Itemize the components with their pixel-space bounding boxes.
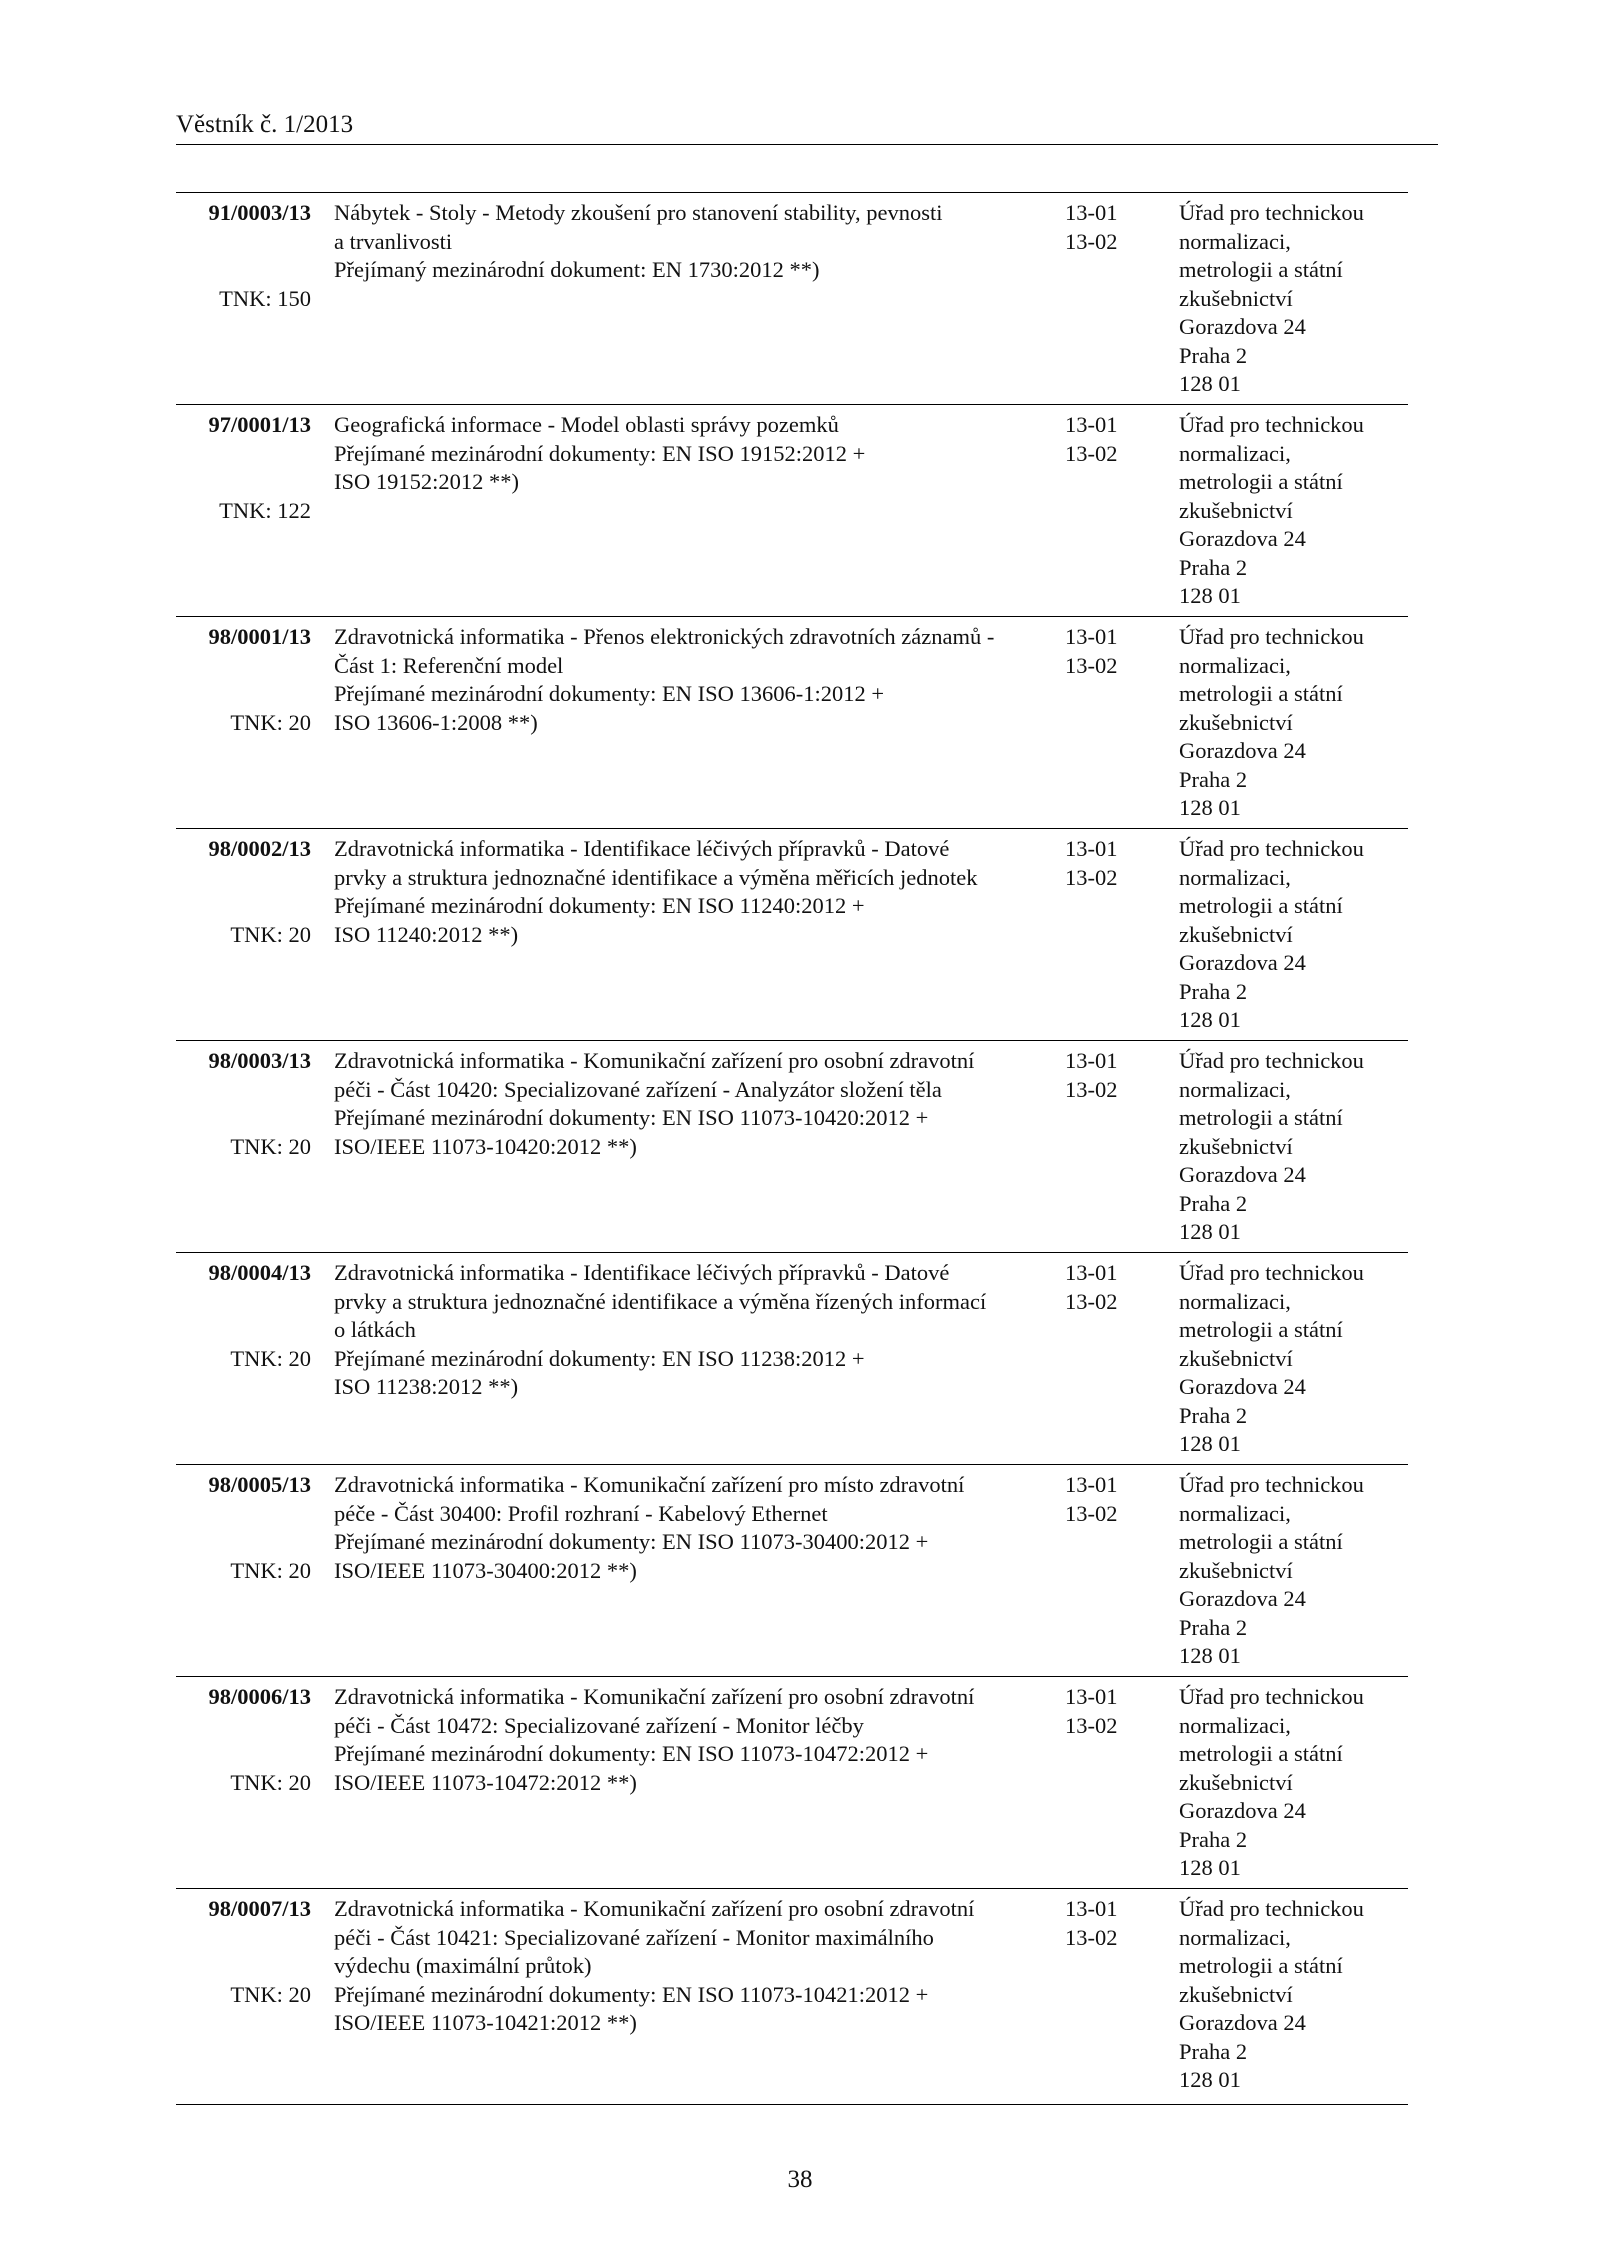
code-value: 13-02 [1065,228,1118,254]
table-row [176,1677,1408,1889]
standard-number: 98/0004/13 [208,1260,311,1285]
address-line: Praha 2 [1179,1614,1248,1640]
standard-id-cell [176,199,311,313]
description-line: Geografická informace - Model oblasti správy pozemků [334,412,839,437]
address-line: zkušebnictví [1179,1345,1293,1371]
standard-id-cell [176,1683,311,1797]
address-line: 128 01 [1179,1219,1241,1244]
page-number: 38 [787,2166,813,2193]
code-value: 13-01 [1065,624,1118,649]
address-line: Praha 2 [1179,554,1248,580]
address-line: Praha 2 [1179,1190,1248,1216]
description-line: péči - Část 10420: Specializované zařízení - Analyzátor složení těla [334,1076,942,1102]
address-line: metrologii a státní [1179,1741,1343,1766]
address-line: 128 01 [1179,583,1241,608]
tnk-label: TNK: 20 [230,709,311,735]
standard-number: 98/0001/13 [208,624,311,649]
standards-table [176,192,1408,2105]
standard-description [334,835,978,949]
address-line: metrologii a státní [1179,893,1343,918]
address-line: zkušebnictví [1179,709,1293,735]
description-line: prvky a struktura jednoznačné identifikace a výměna měřicích jednotek [334,864,978,890]
standard-number: 98/0006/13 [208,1684,311,1709]
code-value: 13-02 [1065,1076,1118,1102]
address-line: normalizaci, [1179,1288,1291,1314]
description-line: Přejímané mezinárodní dokumenty: EN ISO 11238:2012 + [334,1345,865,1371]
tnk-label: TNK: 20 [230,1769,311,1795]
address-line: Praha 2 [1179,1402,1248,1428]
standard-codes [1065,199,1145,256]
standard-id-cell [176,1047,311,1161]
description-line: Přejímaný mezinárodní dokument: EN 1730:2012 **) [334,257,820,282]
address-line: zkušebnictví [1179,285,1293,311]
description-line: Přejímané mezinárodní dokumenty: EN ISO 11240:2012 + [334,893,865,918]
tnk-label: TNK: 150 [219,285,311,311]
description-line: péči - Část 10472: Specializované zařízení - Monitor léčby [334,1712,864,1738]
address-line: Úřad pro technickou [1179,1684,1364,1709]
description-line: Zdravotnická informatika - Komunikační zařízení pro osobní zdravotní [334,1896,975,1921]
address-line: Gorazdova 24 [1179,738,1306,763]
address-line: normalizaci, [1179,1712,1291,1738]
tnk-label: TNK: 20 [230,1557,311,1583]
address-line: Úřad pro technickou [1179,1472,1364,1497]
description-line: Zdravotnická informatika - Identifikace léčivých přípravků - Datové [334,836,950,861]
institution-address [1179,1683,1408,1883]
table-row [176,829,1408,1041]
address-line: Gorazdova 24 [1179,950,1306,975]
address-line: Praha 2 [1179,342,1248,368]
description-line: Nábytek - Stoly - Metody zkoušení pro stanovení stability, pevnosti [334,200,943,225]
address-line: Úřad pro technickou [1179,412,1364,437]
description-line: Přejímané mezinárodní dokumenty: EN ISO 11073-10472:2012 + [334,1741,929,1766]
address-line: 128 01 [1179,1855,1241,1880]
description-line: ISO/IEEE 11073-10472:2012 **) [334,1769,637,1795]
table-row [176,1465,1408,1677]
description-line: Zdravotnická informatika - Komunikační zařízení pro osobní zdravotní [334,1684,975,1709]
address-line: metrologii a státní [1179,469,1343,494]
tnk-label: TNK: 20 [230,1981,311,2007]
address-line: zkušebnictví [1179,1769,1293,1795]
standard-id-cell [176,411,311,525]
standard-description [334,199,943,285]
table-row [176,193,1408,405]
address-line: Gorazdova 24 [1179,1162,1306,1187]
address-line: Gorazdova 24 [1179,314,1306,339]
tnk-label: TNK: 20 [230,921,311,947]
code-value: 13-02 [1065,440,1118,466]
address-line: normalizaci, [1179,1924,1291,1950]
description-line: Přejímané mezinárodní dokumenty: EN ISO 11073-10421:2012 + [334,1981,929,2007]
address-line: Gorazdova 24 [1179,526,1306,551]
address-line: zkušebnictví [1179,1557,1293,1583]
address-line: Úřad pro technickou [1179,200,1364,225]
standard-id-cell [176,1895,311,2009]
standard-codes [1065,1259,1145,1316]
description-line: ISO 13606-1:2008 **) [334,709,538,735]
standard-codes [1065,623,1145,680]
description-line: Zdravotnická informatika - Identifikace léčivých přípravků - Datové [334,1260,950,1285]
address-line: Úřad pro technickou [1179,1896,1364,1921]
address-line: Gorazdova 24 [1179,1798,1306,1823]
address-line: 128 01 [1179,1643,1241,1668]
standard-codes [1065,1471,1145,1528]
standard-id-cell [176,835,311,949]
description-line: ISO/IEEE 11073-10420:2012 **) [334,1133,637,1159]
address-line: Gorazdova 24 [1179,1586,1306,1611]
description-line: péče - Část 30400: Profil rozhraní - Kabelový Ethernet [334,1500,828,1526]
address-line: metrologii a státní [1179,1317,1343,1342]
address-line: normalizaci, [1179,1500,1291,1526]
description-line: ISO 11238:2012 **) [334,1374,519,1399]
address-line: metrologii a státní [1179,257,1343,282]
description-line: ISO 19152:2012 **) [334,469,519,494]
standard-codes [1065,1683,1145,1740]
standard-number: 98/0003/13 [208,1048,311,1073]
address-line: zkušebnictví [1179,1981,1293,2007]
address-line: normalizaci, [1179,652,1291,678]
description-line: ISO/IEEE 11073-30400:2012 **) [334,1557,637,1583]
description-line: Zdravotnická informatika - Přenos elektronických zdravotních záznamů - [334,624,995,649]
description-line: výdechu (maximální průtok) [334,1953,592,1978]
address-line: zkušebnictví [1179,1133,1293,1159]
standard-description [334,1259,987,1402]
description-line: péči - Část 10421: Specializované zařízení - Monitor maximálního [334,1924,934,1950]
address-line: Praha 2 [1179,978,1248,1004]
standard-number: 98/0005/13 [208,1472,311,1497]
description-line: ISO/IEEE 11073-10421:2012 **) [334,2010,637,2035]
standard-description [334,1683,975,1797]
address-line: 128 01 [1179,1431,1241,1456]
table-row [176,405,1408,617]
address-line: metrologii a státní [1179,1105,1343,1130]
address-line: Praha 2 [1179,1826,1248,1852]
page-header [176,110,1438,145]
standard-description [334,1471,965,1585]
code-value: 13-01 [1065,200,1118,225]
description-line: ISO 11240:2012 **) [334,921,519,947]
table-row [176,1253,1408,1465]
standard-codes [1065,1895,1145,1952]
address-line: Gorazdova 24 [1179,2010,1306,2035]
code-value: 13-01 [1065,1048,1118,1073]
table-row [176,1889,1408,2105]
code-value: 13-02 [1065,864,1118,890]
address-line: 128 01 [1179,2067,1241,2092]
standard-id-cell [176,623,311,737]
institution-address [1179,1895,1408,2095]
description-line: Přejímané mezinárodní dokumenty: EN ISO 13606-1:2012 + [334,681,885,706]
institution-address [1179,623,1408,823]
institution-address [1179,1471,1408,1671]
description-line: Přejímané mezinárodní dokumenty: EN ISO 19152:2012 + [334,440,866,466]
description-line: o látkách [334,1317,416,1342]
address-line: normalizaci, [1179,864,1291,890]
address-line: Praha 2 [1179,766,1248,792]
standard-description [334,1047,975,1161]
description-line: a trvanlivosti [334,228,453,254]
code-value: 13-01 [1065,1260,1118,1285]
code-value: 13-02 [1065,1288,1118,1314]
address-line: Úřad pro technickou [1179,1260,1364,1285]
standard-id-cell [176,1471,311,1585]
address-line: normalizaci, [1179,1076,1291,1102]
address-line: Úřad pro technickou [1179,1048,1364,1073]
description-line: Zdravotnická informatika - Komunikační zařízení pro místo zdravotní [334,1472,965,1497]
address-line: Praha 2 [1179,2038,1248,2064]
standard-description [334,623,995,737]
description-line: Přejímané mezinárodní dokumenty: EN ISO 11073-10420:2012 + [334,1105,929,1130]
standard-description [334,1895,975,2038]
address-line: 128 01 [1179,1007,1241,1032]
code-value: 13-01 [1065,1684,1118,1709]
standard-number: 98/0002/13 [208,836,311,861]
tnk-label: TNK: 20 [230,1345,311,1371]
address-line: metrologii a státní [1179,681,1343,706]
address-line: Úřad pro technickou [1179,836,1364,861]
address-line: zkušebnictví [1179,921,1293,947]
table-row [176,617,1408,829]
standard-number: 91/0003/13 [208,200,311,225]
institution-address [1179,1047,1408,1247]
address-line: normalizaci, [1179,228,1291,254]
code-value: 13-01 [1065,836,1118,861]
address-line: Úřad pro technickou [1179,624,1364,649]
institution-address [1179,1259,1408,1459]
address-line: normalizaci, [1179,440,1291,466]
address-line: 128 01 [1179,795,1241,820]
table-row [176,1041,1408,1253]
code-value: 13-01 [1065,1896,1118,1921]
standard-codes [1065,411,1145,468]
address-line: metrologii a státní [1179,1953,1343,1978]
standard-description [334,411,894,497]
bulletin-title: Věstník č. 1/2013 [176,111,354,138]
standard-number: 97/0001/13 [208,412,311,437]
description-line: Část 1: Referenční model [334,652,564,678]
description-line: Přejímané mezinárodní dokumenty: EN ISO 11073-30400:2012 + [334,1529,929,1554]
standard-id-cell [176,1259,311,1373]
address-line: zkušebnictví [1179,497,1293,523]
code-value: 13-02 [1065,1500,1118,1526]
address-line: Gorazdova 24 [1179,1374,1306,1399]
standard-codes [1065,1047,1145,1104]
standard-codes [1065,835,1145,892]
standard-number: 98/0007/13 [208,1896,311,1921]
code-value: 13-02 [1065,652,1118,678]
address-line: metrologii a státní [1179,1529,1343,1554]
code-value: 13-02 [1065,1924,1118,1950]
description-line: Zdravotnická informatika - Komunikační zařízení pro osobní zdravotní [334,1048,975,1073]
code-value: 13-01 [1065,412,1118,437]
institution-address [1179,411,1408,611]
tnk-label: TNK: 20 [230,1133,311,1159]
description-line: prvky a struktura jednoznačné identifikace a výměna řízených informací [334,1288,987,1314]
institution-address [1179,199,1408,399]
institution-address [1179,835,1408,1035]
address-line: 128 01 [1179,371,1241,396]
code-value: 13-01 [1065,1472,1118,1497]
code-value: 13-02 [1065,1712,1118,1738]
tnk-label: TNK: 122 [219,497,311,523]
